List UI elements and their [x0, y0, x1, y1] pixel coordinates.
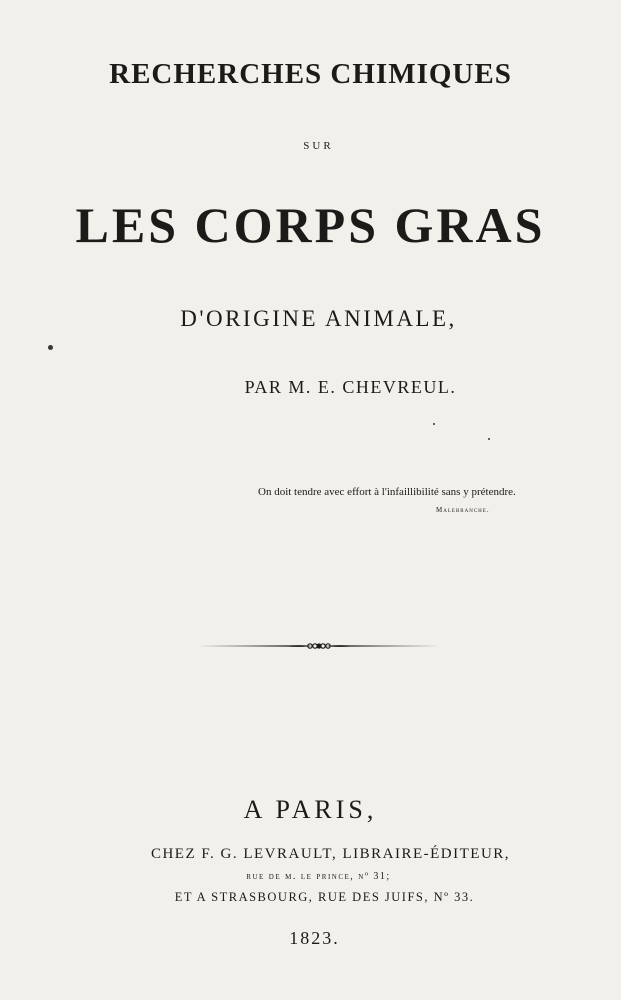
- imprint-address-strasbourg: ET A STRASBOURG, RUE DES JUIFS, Nº 33.: [174, 890, 475, 904]
- subtitle: D'ORIGINE ANIMALE,: [180, 306, 457, 331]
- title-line-2: LES CORPS GRAS: [75, 197, 546, 253]
- ink-speck: [48, 345, 53, 350]
- epigraph-quote: On doit tendre avec effort à l'infaillibilité sans y prétendre.: [258, 486, 516, 498]
- title-connector: SUR: [303, 140, 334, 152]
- imprint-address-paris: rue de m. le prince, nº 31;: [246, 871, 391, 882]
- imprint-city: A PARIS,: [243, 795, 378, 824]
- ornament-divider: [196, 636, 442, 656]
- ink-speck: [488, 438, 490, 440]
- imprint-publisher: CHEZ F. G. LEVRAULT, LIBRAIRE-ÉDITEUR,: [150, 846, 511, 862]
- ink-speck: [433, 423, 435, 425]
- epigraph-attribution: Malebranche.: [436, 506, 490, 514]
- imprint-year: 1823.: [289, 928, 340, 948]
- author-line: PAR M. E. CHEVREUL.: [244, 377, 457, 397]
- title-line-1: RECHERCHES CHIMIQUES: [109, 58, 512, 90]
